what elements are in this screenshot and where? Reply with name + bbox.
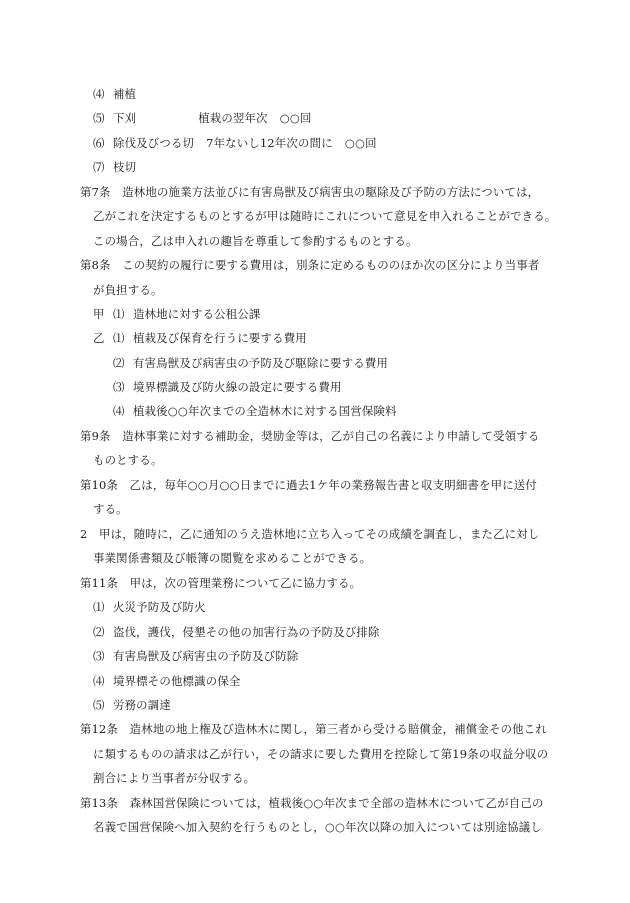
article-9-line: 第9条 造林事業に対する補助金，奨励金等は，乙が自己の名義により申請して受領する — [80, 429, 540, 443]
list-item — [93, 600, 206, 614]
item-number: ⑷ — [93, 674, 105, 688]
item-text: 植栽後○○年次までの全造林木に対する国営保険料 — [133, 404, 397, 418]
item-number: ⑴ — [113, 307, 125, 321]
item-text: 造林地に対する公租公課 — [133, 307, 261, 321]
list-item — [93, 87, 136, 101]
item-text: 盗伐，護伐，侵墾その他の加害行為の予防及び排除 — [113, 625, 380, 639]
article-10-paragraph-2: 事業関係書類及び帳簿の閲覧を求めることができる。 — [93, 551, 372, 565]
item-count: ○○回 — [279, 111, 312, 125]
item-number: ⑵ — [93, 625, 105, 639]
party-label: 甲 — [93, 307, 105, 321]
item-text: 除伐及びつる切 — [113, 136, 195, 150]
list-item — [113, 404, 397, 418]
article-12-line: に類するものの請求は乙が行い，その請求に要した費用を控除して第19条の収益分収の — [93, 747, 549, 761]
item-number: ⑷ — [93, 87, 105, 101]
list-item — [93, 649, 298, 663]
list-item — [113, 356, 388, 370]
article-11-line: 第11条 甲は，次の管理業務について乙に協力する。 — [80, 576, 362, 590]
article-12-line: 割合により当事者が分収する。 — [93, 771, 256, 785]
item-text: 有害鳥獣及び病害虫の予防及び防除 — [113, 649, 299, 663]
list-item — [93, 331, 307, 345]
list-item — [93, 160, 136, 174]
item-text: 補植 — [113, 87, 137, 101]
article-12-line: 第12条 造林地の地上権及び造林木に関し，第三者から受ける賠償金，補償金その他これ — [80, 722, 547, 736]
item-number: ⑷ — [113, 404, 125, 418]
item-text: 火災予防及び防火 — [113, 600, 206, 614]
item-count: ○○回 — [344, 136, 377, 150]
list-item — [113, 380, 342, 394]
item-text: 境界標識及び防火線の設定に要する費用 — [133, 380, 342, 394]
party-label: 乙 — [93, 331, 105, 345]
item-text: 境界標その他標識の保全 — [113, 674, 241, 688]
item-text: 植栽及び保育を行うに要する費用 — [133, 331, 307, 345]
list-item — [93, 625, 380, 639]
item-text: 枝切 — [113, 160, 137, 174]
item-number: ⑸ — [93, 111, 105, 125]
item-number: ⑵ — [113, 356, 125, 370]
list-item — [93, 111, 312, 125]
article-13-line: 名義で国営保険へ加入契約を行うものとし，○○年次以降の加入については別途協議し — [93, 820, 542, 834]
item-number: ⑹ — [93, 136, 105, 150]
item-text: 下刈 — [113, 111, 137, 125]
list-item — [93, 674, 241, 688]
item-text: 有害鳥獣及び病害虫の予防及び駆除に要する費用 — [133, 356, 388, 370]
item-number: ⑴ — [93, 600, 105, 614]
article-13-line: 第13条 森林国営保険については，植栽後○○年次まで全部の造林木について乙が自己の — [80, 796, 544, 810]
article-7-line: この場合，乙は申入れの趣旨を尊重して参酌するものとする。 — [93, 234, 418, 248]
item-number: ⑴ — [113, 331, 125, 345]
article-10-line: する。 — [93, 502, 128, 516]
article-7-line: 乙がこれを決定するものとするが甲は随時にこれについて意見を申入れることができる。 — [93, 209, 557, 223]
article-10-paragraph-2: 2 甲は，随時に，乙に通知のうえ造林地に立ち入ってその成績を調査し，また乙に対し — [80, 527, 540, 541]
item-timing: 7年ないし12年次の間に — [206, 136, 333, 150]
article-10-line: 第10条 乙は，毎年○○月○○日までに過去1ケ年の業務報告書と収支明細書を甲に送付 — [80, 478, 537, 492]
item-timing: 植栽の翌年次 — [198, 111, 268, 125]
article-8-line: が負担する。 — [93, 283, 163, 297]
item-text: 労務の調達 — [113, 698, 171, 712]
list-item — [93, 307, 261, 321]
list-item — [93, 698, 171, 712]
article-9-line: ものとする。 — [93, 453, 163, 467]
list-item — [93, 136, 377, 150]
article-8-line: 第8条 この契約の履行に要する費用は，別条に定めるもののほか次の区分により当事者 — [80, 258, 540, 272]
item-number: ⑶ — [93, 649, 105, 663]
item-number: ⑺ — [93, 160, 105, 174]
article-7-line: 第7条 造林地の施業方法並びに有害鳥獣及び病害虫の駆除及び予防の方法については， — [80, 185, 540, 199]
item-number: ⑸ — [93, 698, 105, 712]
item-number: ⑶ — [113, 380, 125, 394]
